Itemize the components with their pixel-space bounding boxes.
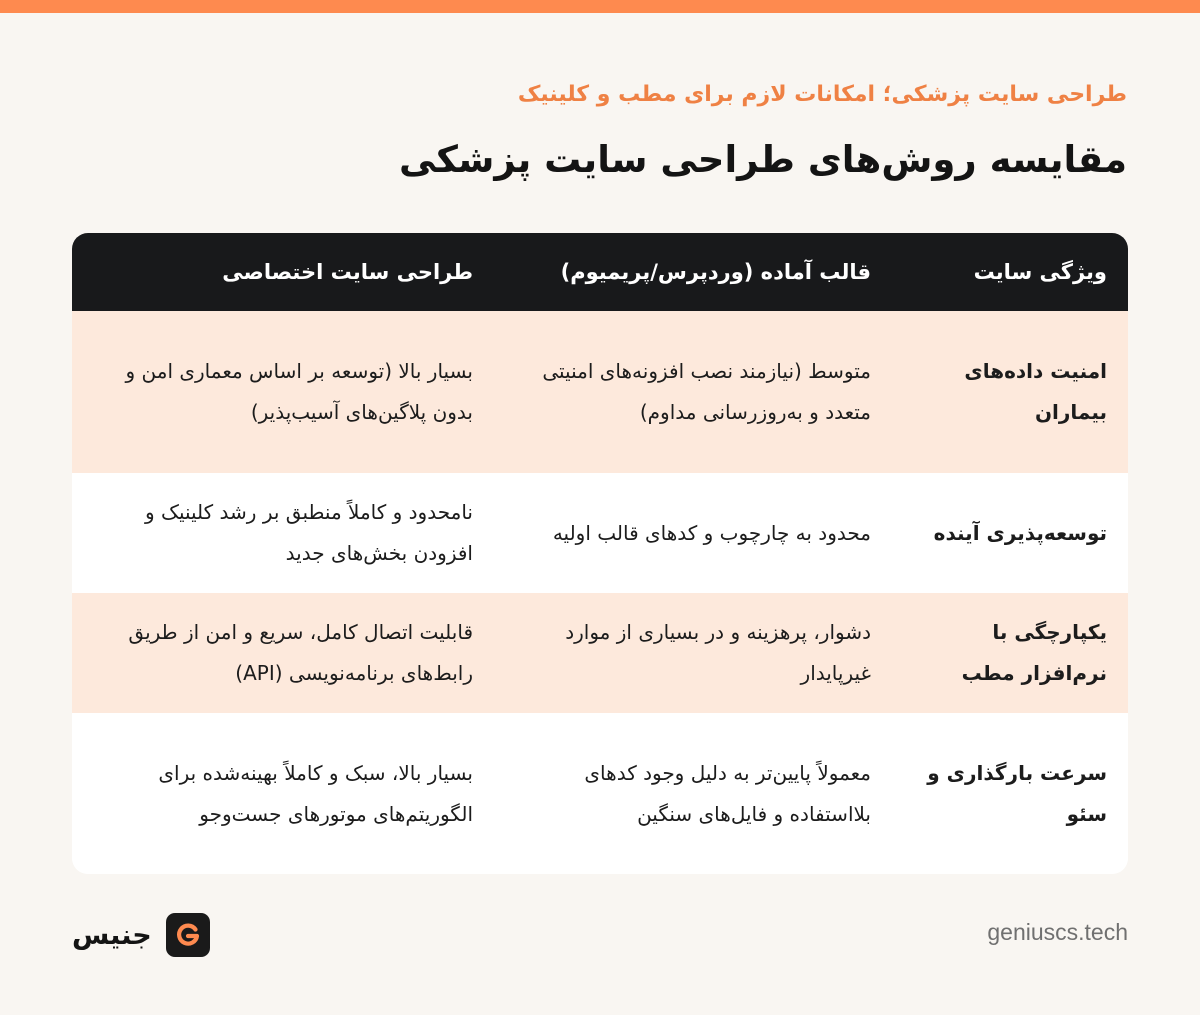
g-logo-icon bbox=[166, 913, 210, 957]
feature-cell: امنیت داده‌های بیماران bbox=[964, 359, 1107, 424]
table-row bbox=[72, 593, 1128, 713]
custom-cell: قابلیت اتصال کامل، سریع و امن از طریق رابط‌های برنامه‌نویسی (API) bbox=[128, 620, 473, 685]
template-cell: محدود به چارچوب و کدهای قالب اولیه bbox=[552, 520, 871, 545]
website-url[interactable]: geniuscs.tech bbox=[987, 919, 1128, 945]
header-custom: طراحی سایت اختصاصی bbox=[222, 260, 473, 284]
template-cell: معمولاً پایین‌تر به دلیل وجود کدهای بلااستفاده و فایل‌های سنگین bbox=[584, 760, 871, 826]
custom-cell: بسیار بالا (توسعه بر اساس معماری امن و بدون پلاگین‌های آسیب‌پذیر) bbox=[125, 359, 473, 424]
table-row bbox=[72, 473, 1128, 593]
template-cell: متوسط (نیازمند نصب افزونه‌های امنیتی متعدد و به‌روزرسانی مداوم) bbox=[542, 359, 871, 424]
brand-logo[interactable] bbox=[72, 912, 210, 958]
comparison-table bbox=[72, 233, 1128, 874]
page-title: مقایسه روش‌های طراحی سایت پزشکی bbox=[399, 138, 1127, 181]
header-template: قالب آماده (وردپرس/پریمیوم) bbox=[560, 260, 871, 284]
custom-cell: نامحدود و کاملاً منطبق بر رشد کلینیک و افزودن بخش‌های جدید bbox=[145, 500, 473, 565]
feature-cell: سرعت بارگذاری و سئو bbox=[927, 760, 1107, 826]
feature-cell: یکپارچگی با نرم‌افزار مطب bbox=[961, 620, 1107, 685]
table-header-row bbox=[72, 233, 1128, 311]
top-accent-bar bbox=[0, 0, 1200, 13]
page-subtitle: طراحی سایت پزشکی؛ امکانات لازم برای مطب و کلینیک bbox=[517, 82, 1127, 107]
table-row bbox=[72, 713, 1128, 874]
feature-cell: توسعه‌پذیری آینده bbox=[933, 520, 1107, 545]
custom-cell: بسیار بالا، سبک و کاملاً بهینه‌شده برای الگوریتم‌های موتورهای جست‌وجو bbox=[158, 760, 473, 826]
brand-name: جنیس bbox=[72, 919, 152, 951]
header-feature: ویژگی سایت bbox=[973, 260, 1107, 284]
table-row bbox=[72, 311, 1128, 473]
template-cell: دشوار، پرهزینه و در بسیاری از موارد غیرپایدار bbox=[565, 620, 871, 685]
